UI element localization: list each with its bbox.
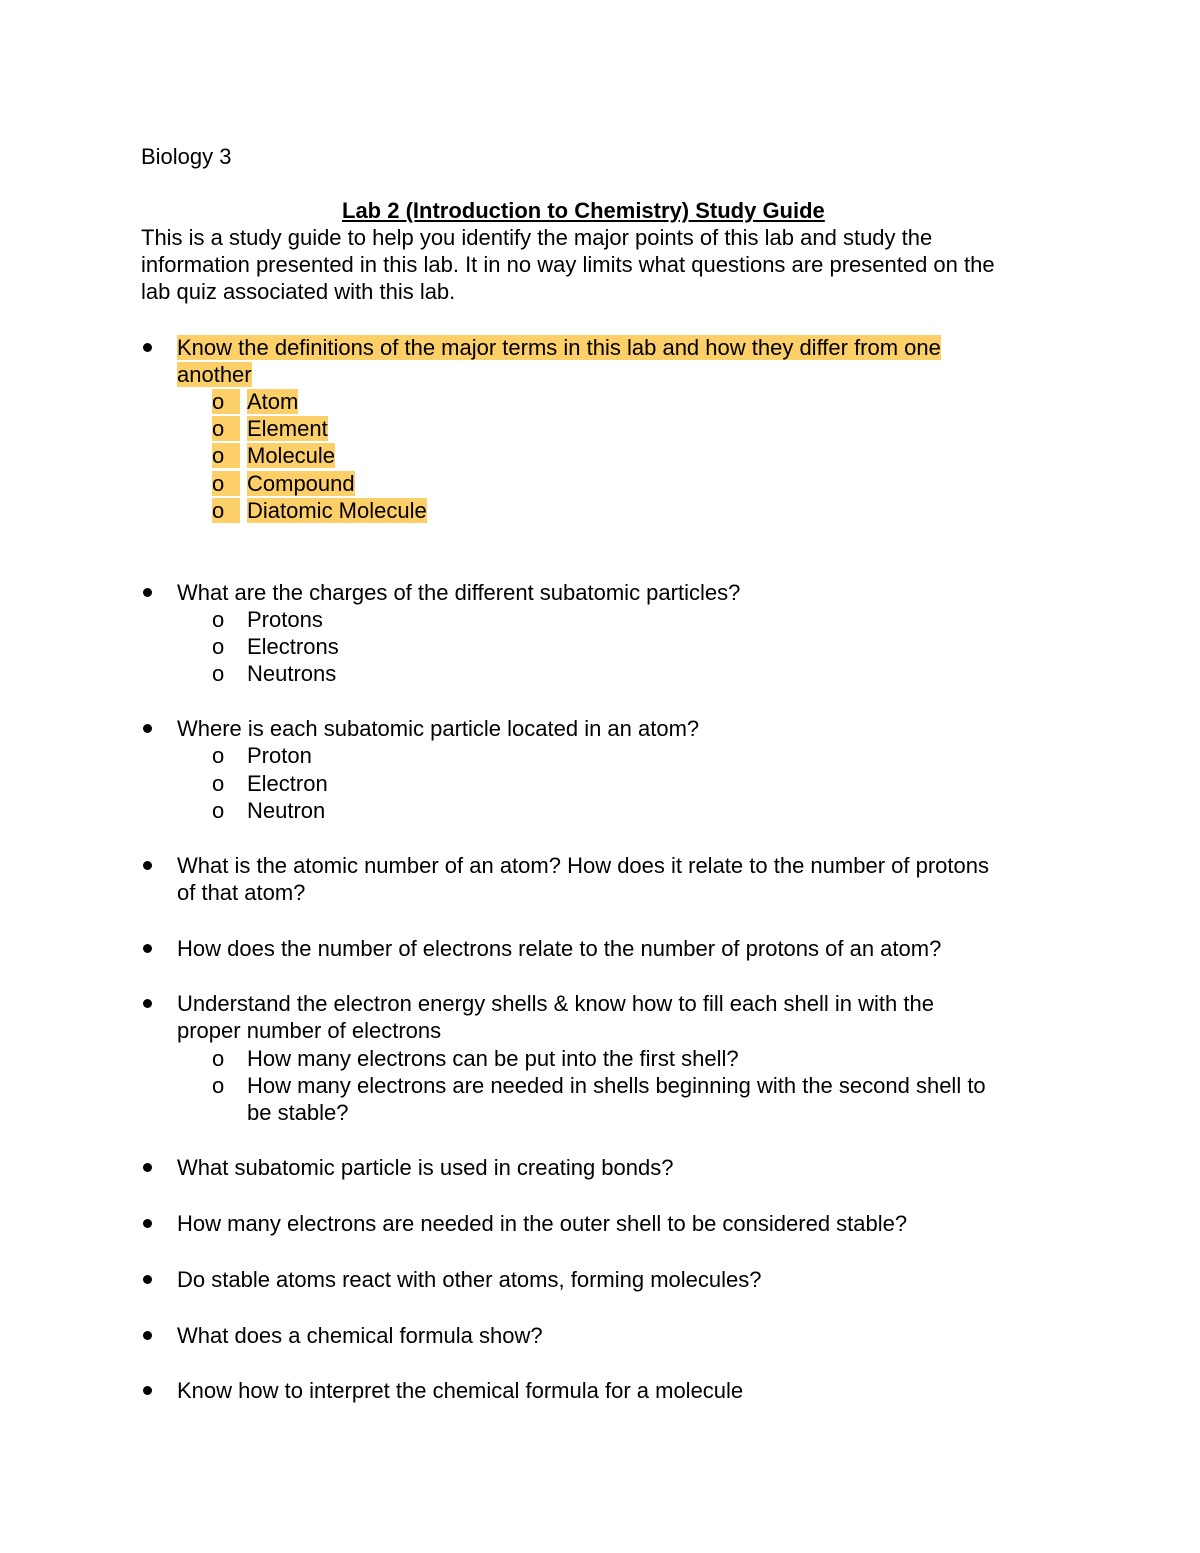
list-item-text: of that atom? xyxy=(177,880,306,905)
bullet-icon xyxy=(143,343,152,352)
sub-item-text: How many electrons can be put into the first shell? xyxy=(247,1046,739,1071)
list-item-text: What is the atomic number of an atom? How does it relate to the number of protons xyxy=(177,853,989,878)
bullet-icon xyxy=(143,1386,152,1395)
bullet-icon xyxy=(143,588,152,597)
list-item-text: proper number of electrons xyxy=(177,1018,442,1043)
bullet-icon xyxy=(143,1331,152,1340)
sub-item-text: How many electrons are needed in shells beginning with the second shell to xyxy=(247,1073,986,1098)
sub-bullet-icon: o xyxy=(212,771,225,796)
bullet-icon xyxy=(143,1163,152,1172)
list-item-text: Know the definitions of the major terms in this lab and how they differ from one xyxy=(177,335,941,360)
list-item-text: What does a chemical formula show? xyxy=(177,1323,543,1348)
sub-item-text: Diatomic Molecule xyxy=(247,498,427,523)
sub-bullet-icon: o xyxy=(212,798,225,823)
list-item-text: Understand the electron energy shells & know how to fill each shell in with the xyxy=(177,991,934,1016)
sub-bullet-icon: o xyxy=(212,415,240,442)
bullet-icon xyxy=(143,861,152,870)
sub-bullet-icon: o xyxy=(212,661,225,686)
sub-item-text: Element xyxy=(247,416,328,441)
bullet-icon xyxy=(143,724,152,733)
list-item-text: What subatomic particle is used in creating bonds? xyxy=(177,1155,674,1180)
document-title: Lab 2 (Introduction to Chemistry) Study Guide xyxy=(342,198,825,223)
sub-bullet-icon: o xyxy=(212,1073,225,1098)
sub-item-text: be stable? xyxy=(247,1100,349,1125)
sub-item-text: Protons xyxy=(247,607,323,632)
sub-item-text: Molecule xyxy=(247,443,336,468)
sub-bullet-icon: o xyxy=(212,442,240,469)
list-item-text: Know how to interpret the chemical formula for a molecule xyxy=(177,1378,744,1403)
sub-item-text: Electron xyxy=(247,771,328,796)
list-item-text: How does the number of electrons relate to the number of protons of an atom? xyxy=(177,936,942,961)
list-item-text: another xyxy=(177,362,252,387)
intro-line: information presented in this lab. It in no way limits what questions are presented on the xyxy=(141,252,995,277)
sub-item-text: Neutron xyxy=(247,798,326,823)
sub-bullet-icon: o xyxy=(212,1046,225,1071)
list-item-text: How many electrons are needed in the outer shell to be considered stable? xyxy=(177,1211,908,1236)
sub-item-text: Neutrons xyxy=(247,661,337,686)
list-item-text: Do stable atoms react with other atoms, forming molecules? xyxy=(177,1267,762,1292)
list-item-text: Where is each subatomic particle located in an atom? xyxy=(177,716,700,741)
sub-item-text: Electrons xyxy=(247,634,339,659)
intro-line: This is a study guide to help you identify the major points of this lab and study the xyxy=(141,225,933,250)
course-name: Biology 3 xyxy=(141,144,232,169)
sub-bullet-icon: o xyxy=(212,497,240,524)
intro-line: lab quiz associated with this lab. xyxy=(141,279,456,304)
sub-bullet-icon: o xyxy=(212,607,225,632)
sub-bullet-icon: o xyxy=(212,634,225,659)
sub-bullet-icon: o xyxy=(212,743,225,768)
bullet-icon xyxy=(143,1275,152,1284)
sub-item-text: Proton xyxy=(247,743,312,768)
sub-bullet-icon: o xyxy=(212,470,240,497)
sub-item-text: Compound xyxy=(247,471,355,496)
bullet-icon xyxy=(143,999,152,1008)
sub-bullet-icon: o xyxy=(212,388,240,415)
list-item-text: What are the charges of the different subatomic particles? xyxy=(177,580,741,605)
sub-item-text: Atom xyxy=(247,389,299,414)
bullet-icon xyxy=(143,944,152,953)
bullet-icon xyxy=(143,1219,152,1228)
